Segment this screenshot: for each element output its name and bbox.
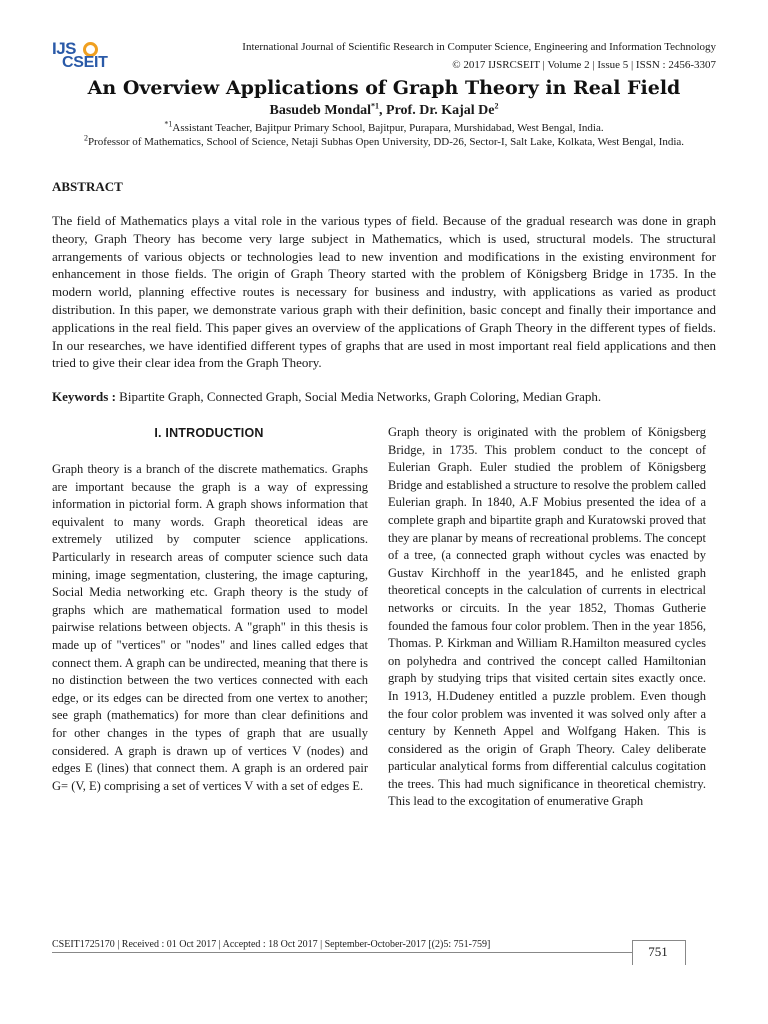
abstract-heading: ABSTRACT xyxy=(52,179,123,194)
author-2: , Prof. Dr. Kajal De xyxy=(379,103,495,118)
affiliation-2-text: Professor of Mathematics, School of Science, Netaji Subhas Open University, DD-26, Sector-I, Salt Lake, Kolkata, West Bengal, India. xyxy=(87,136,685,148)
paper-authors xyxy=(0,101,768,120)
affiliation-2 xyxy=(66,135,702,149)
affiliation-1-text: Assistant Teacher, Bajitpur Primary School, Bajitpur, Purapara, Murshidabad, West Bengal, India. xyxy=(172,122,604,134)
keywords-list: Bipartite Graph, Connected Graph, Social Media Networks, Graph Coloring, Median Graph. xyxy=(115,389,602,404)
footer-rule xyxy=(52,952,632,953)
author-1-sup: *1 xyxy=(371,101,380,111)
affiliation-2-sup: 2 xyxy=(83,133,88,143)
introduction-right-column: Graph theory is originated with the problem of Königsberg Bridge, in 1735. This problem conduct to the concept of Eulerian Graph. Euler studied the problem of Königsberg Bridge and established a structure to resolve the problem called Eulerian graph. In 1840, A.F Mobius presented the idea of a complete graph and bipartite graph and Kuratowski proved that they are planar by means of recreational problems. The concept of a tree, (a connected graph without cycles was enacted by Gustav Kirchhoff in the year1845, and he enlisted graph theoretical concepts in the calculation of currents in electrical networks or circuits. In the year 1852, Thomas Gutherie founded the famous four color problem. Then in the year 1856, Thomas. P. Kirkman and William R.Hamilton measured cycles on polyhedra and contrived the concept called Hamiltonian graph by studying trips that visited certain sites exactly once. In 1913, H.Dudeney entitled a puzzle problem. Even though the four color problem was invented it was solved only after a century by Kenneth Appel and Wolfgang Haken. This is considered as the origin of Graph Theory. Caley deliberate particular analytical forms from differential calculus cogitation the trees. This had much significance in theoretical chemistry. This lead to the excogitation of enumerative Graph xyxy=(388,425,706,809)
journal-issue: © 2017 IJSRCSEIT | Volume 2 | Issue 5 | ISSN : 2456-3307 xyxy=(452,59,716,71)
affiliation-1 xyxy=(66,121,702,135)
paper-title: An Overview Applications of Graph Theory in Real Field xyxy=(87,77,681,99)
section-heading-introduction: I. INTRODUCTION xyxy=(154,426,264,440)
keywords-label: Keywords : xyxy=(52,389,116,404)
page-number: 751 xyxy=(648,944,668,959)
keywords xyxy=(52,388,716,406)
logo-text-bottom: CSEIT xyxy=(62,54,108,71)
author-1: Basudeb Mondal xyxy=(269,103,372,118)
abstract-body: The field of Mathematics plays a vital role in the various types of field. Because of the gradual research was done in graph theory, Graph Theory has become very large subject in Mathematics, which is used, structural models. The structural arrangements of various objects or technologies lead to new invention and modifications in the existing environment for enhancement in those fields. The origin of Graph Theory started with the problem of Königsberg Bridge in 1735. In the modern world, planning effective routes is necessary for business and industry, with applications as varied as product distribution. In this paper, we demonstrate various graph with their definition, basic concept and finally their importance and applications in the real field. This paper gives an overview of the applications of Graph Theory in the different types of fields. In our researches, we have identified different types of graphs that are used in most important real field applications and then tried to give their clear idea from the Graph Theory. xyxy=(52,213,716,371)
author-2-sup: 2 xyxy=(494,101,499,111)
introduction-left-column: Graph theory is a branch of the discrete mathematics. Graphs are important because the graph is a way of expressing information in pictorial form. A graph shows information that equivalent to many words. Graph theoretical ideas are extremely utilized by computer science applications. Particularly in research areas of computer science such data mining, image segmentation, clustering, the image capturing, Social Media networking etc. Graph theory is the study of graphs which are mathematical formation used to model pairwise relations between objects. A "graph" in this thesis is made up of "vertices" or "nodes" and lines called edges that connect them. A graph can be undirected, meaning that there is no distinction between the two vertices connected with each edge, or its edges can be directed from one vertex to another; see graph (mathematics) for more than clear definitions and for other changes in the types of graph that are usually considered. A graph is drawn up of vertices V (nodes) and edges E (lines) that connect them. A graph is an ordered pair G= (V, E) comprising a set of vertices V with a set of edges E. xyxy=(52,462,368,793)
journal-logo xyxy=(52,39,108,72)
journal-name: International Journal of Scientific Research in Computer Science, Engineering and Information Technology xyxy=(242,41,716,53)
logo-text-top: IJS xyxy=(52,39,77,58)
affiliation-1-sup: *1 xyxy=(164,119,173,129)
footer-citation: CSEIT1725170 | Received : 01 Oct 2017 | Accepted : 18 Oct 2017 | September-October-2017 [(2)5: 751-759] xyxy=(52,939,491,950)
